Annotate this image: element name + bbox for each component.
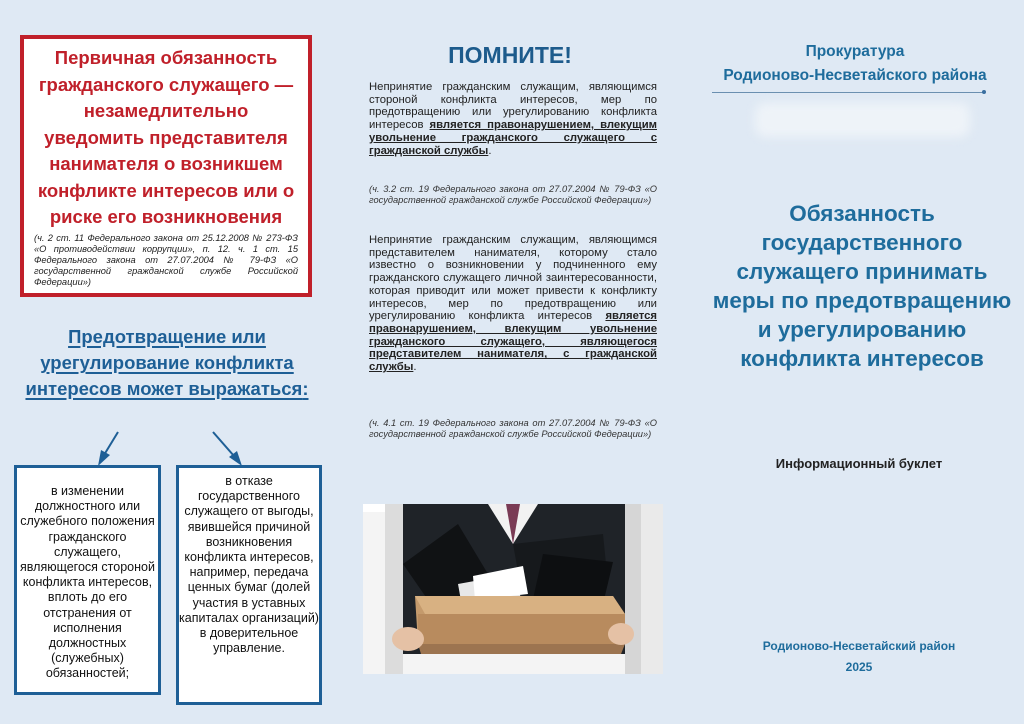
organization-name — [700, 40, 1010, 88]
organization-line-1: Прокуратура — [805, 43, 905, 60]
reference-2: (ч. 4.1 ст. 19 Федерального закона от 27.07.2004 № 79-ФЗ «О государственной гражданской службе Российской Федерации») — [369, 418, 657, 439]
organization-divider — [712, 92, 984, 93]
paragraph-2-emphasis: является правонарушением, влекущим увольнение гражданского служащего, являющегося представителем нанимателя, с гражданской службы — [369, 310, 657, 374]
dismissed-employee-photo — [363, 504, 663, 674]
booklet-title: Обязанность государственного служащего принимать меры по предотвращению и урегулированию конфликта интересов — [712, 201, 1012, 371]
prevention-subheading-text: Предотвращение или урегулирование конфликта интересов может выражаться — [25, 326, 303, 399]
remember-title: ПОМНИТЕ! — [448, 42, 572, 68]
arrows-graphic — [0, 0, 340, 480]
paragraph-2-end: . — [413, 361, 417, 374]
footer-place: Родионово-Несветайский район — [762, 639, 956, 653]
paragraph-2 — [369, 234, 657, 374]
paragraph-1-end: . — [488, 144, 492, 157]
paragraph-1 — [369, 81, 657, 157]
arrow-down-right-icon — [213, 432, 242, 466]
booklet-footer — [700, 636, 1018, 678]
primary-duty-reference: (ч. 2 ст. 11 Федерального закона от 25.12.2008 № 273-ФЗ «О противодействии коррупции», п. 12. ч. 1 ст. 15 Федерального закона от 27.07.2004 № 79-ФЗ «О государственной гражданской службе Российской Федерации») — [34, 232, 298, 287]
footer-year: 2025 — [845, 660, 873, 674]
organization-line-2: Родионово-Несветайского района — [723, 67, 987, 84]
paragraph-1-emphasis: является правонарушением, влекущим увольнение гражданского служащего с гражданской службы — [369, 119, 657, 157]
paragraph-1-text: Непринятие гражданским служащим, являющимся стороной конфликта интересов, мер по предотвращению или урегулированию конфликта интересов — [369, 81, 657, 132]
paragraph-2-text: Непринятие гражданским служащим, являющимся представителем нанимателя, которому стало известно о возникновении у подчиненного ему гражданского служащего личной заинтересованности, которая приводит или может привести к конфликту интересов, мер по предотвращению или урегулированию конфликта интересов — [369, 234, 657, 323]
divider-dot — [982, 90, 986, 94]
option-refusal-box: в отказе государственного служащего от выгоды, явившейся причиной возникновения конфликта интересов, например, передача ценных бумаг (долей участия в уставных капиталах организаций) в доверительное управление. — [176, 465, 322, 705]
booklet-subtitle: Информационный буклет — [775, 456, 943, 471]
arrow-down-left-icon — [98, 432, 118, 466]
option-reassignment-box: в изменении должностного или служебного положения гражданского служащего, являющегося стороной конфликта интересов, вплоть до его отстранения от исполнения должностных (служебных) обязанностей; — [14, 465, 161, 695]
primary-duty-heading: Первичная обязанность гражданского служащего — незамедлительно уведомить представителя нанимателя о возникшем конфликте интересов или о риске его возникновения — [37, 47, 295, 227]
header-shadow — [755, 103, 970, 137]
reference-1: (ч. 3.2 ст. 19 Федерального закона от 27.07.2004 № 79-ФЗ «О государственной гражданской службе Российской Федерации») — [369, 184, 657, 205]
prevention-subheading-colon: : — [302, 378, 309, 399]
